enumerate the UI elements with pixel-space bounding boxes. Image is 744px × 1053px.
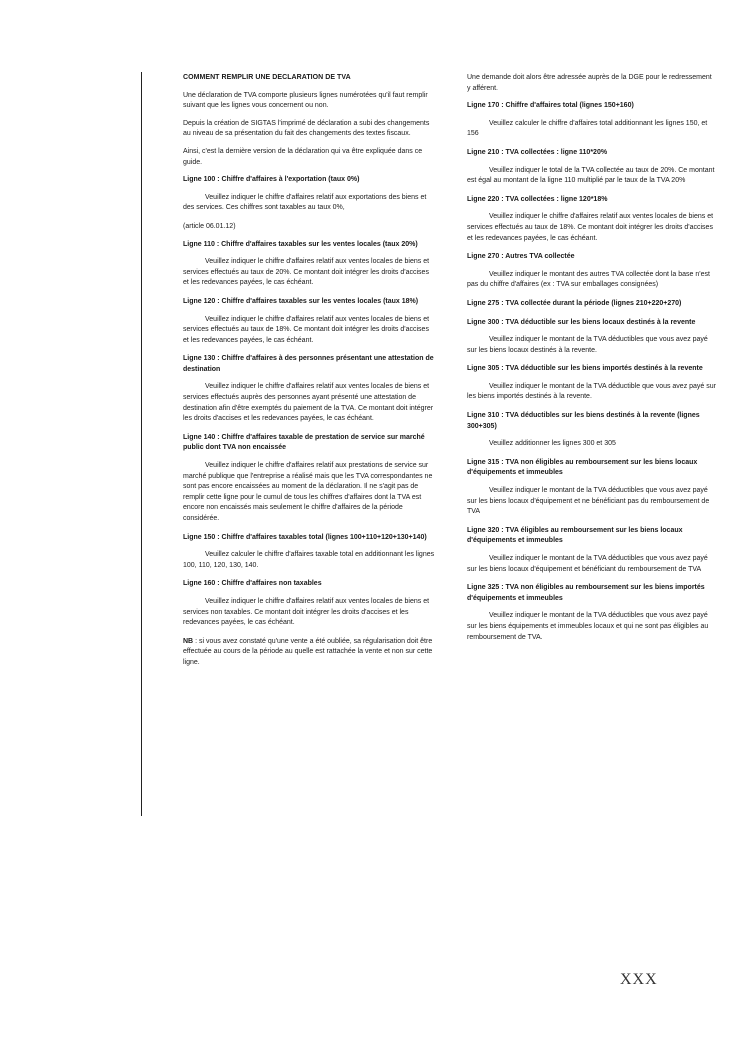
section-heading: Ligne 325 : TVA non éligibles au remboursement sur les biens importés d'équipements et immeubles <box>467 584 705 602</box>
section-ligne-270 <box>467 252 717 291</box>
section-body: Veuillez indiquer le chiffre d'affaires relatif aux ventes locales de biens et services effectués auprès des personnes ayant présenté une attestation de destination afin d'être exemptés du paiement de la TVA. Ce montant doit intégrer les droits d'accises et les redevances payées, le cas échéant. <box>183 383 434 423</box>
section-ligne-150 <box>183 533 436 572</box>
section-body: Veuillez additionner les lignes 300 et 305 <box>489 440 616 448</box>
section-ligne-110 <box>183 240 436 289</box>
section-ligne-100 <box>183 175 436 214</box>
section-ligne-325 <box>467 583 717 643</box>
section-body: Veuillez indiquer le montant de la TVA déductible que vous avez payé sur les biens importés destinés à la revente. <box>467 382 716 401</box>
section-body: Veuillez indiquer le chiffre d'affaires relatif aux ventes locales de biens et services effectués au taux de 18%. Ce montant doit intégrer les droits d'accises et les redevances payées, le cas échéant. <box>467 213 714 242</box>
section-heading: Ligne 120 : Chiffre d'affaires taxables sur les ventes locales (taux 18%) <box>183 297 419 305</box>
nb-text: : si vous avez constaté qu'une vente a été oubliée, sa régularisation doit être effectuée au cours de la période au quelle est rattachée la vente et non sur cette ligne. <box>183 637 433 666</box>
page-footer-label: XXX <box>620 971 658 988</box>
section-heading: Ligne 305 : TVA déductible sur les biens importés destinés à la revente <box>467 365 703 373</box>
document-title: COMMENT REMPLIR UNE DECLARATION DE TVA <box>183 74 351 81</box>
section-ligne-220 <box>467 195 717 244</box>
section-ligne-305 <box>467 364 717 403</box>
section-heading: Ligne 160 : Chiffre d'affaires non taxables <box>183 580 322 588</box>
section-body: Veuillez indiquer le chiffre d'affaires relatif aux prestations de service sur marché publique que l'entreprise a réalisé mais que les TVA correspondantes ne sont pas encore encaissées au moment de la déclaration. Il ne s'agit pas de remplir cette ligne pour le cumul de tous les chiffres d'affaires dont la TVA est encore non encaissés mais seulement le chiffre d'affaires de la période considérée. <box>183 462 433 522</box>
section-heading: Ligne 210 : TVA collectées : ligne 110*20% <box>467 148 608 156</box>
section-body: Veuillez indiquer le montant de la TVA déductibles que vous avez payé sur les biens locaux d'équipement et ne bénéficiant pas du remboursement de TVA <box>467 487 710 516</box>
section-body: Veuillez indiquer le chiffre d'affaires relatif aux ventes locales de biens et services effectués au taux de 20%. Ce montant doit intégrer les droits d'accises et les redevances payées, le cas échéant. <box>183 258 430 287</box>
section-body: Veuillez indiquer le montant de la TVA déductibles que vous avez payé sur les biens locaux destinés à la revente. <box>467 336 708 354</box>
section-ligne-120 <box>183 297 436 346</box>
section-heading: Ligne 130 : Chiffre d'affaires à des personnes présentant une attestation de destination <box>183 355 434 373</box>
section-heading: Ligne 320 : TVA éligibles au remboursement sur les biens locaux d'équipements et immeubles <box>467 526 683 545</box>
section-ligne-210 <box>467 148 717 187</box>
section-heading: Ligne 110 : Chiffre d'affaires taxables sur les ventes locales (taux 20%) <box>183 240 418 248</box>
section-body: Veuillez calculer le chiffre d'affaires total additionnant les lignes 150, et 156 <box>467 119 708 138</box>
section-ligne-170 <box>467 101 717 140</box>
section-heading: Ligne 150 : Chiffre d'affaires taxables total (lignes 100+110+120+130+140) <box>183 533 427 541</box>
left-column <box>183 73 436 676</box>
article-reference: (article 06.01.12) <box>183 222 236 230</box>
section-ligne-160 <box>183 579 436 628</box>
section-ligne-130 <box>183 354 436 425</box>
right-column <box>467 73 717 651</box>
intro-paragraph: Une déclaration de TVA comporte plusieurs lignes numérotées qu'il faut remplir suivant que les lignes vous concernent ou non. <box>183 91 428 110</box>
section-ligne-310 <box>467 411 717 450</box>
intro-paragraph: Ainsi, c'est la dernière version de la déclaration qui va être expliquée dans ce guide. <box>183 147 423 166</box>
section-body: Veuillez indiquer le chiffre d'affaires relatif aux ventes locales de biens et services non taxables. Ce montant doit intégrer les droits d'accises et les redevances payées, le cas échéant. <box>183 597 430 627</box>
section-heading: Ligne 270 : Autres TVA collectée <box>467 253 575 261</box>
section-body: Veuillez indiquer le montant des autres TVA collectée dont la base n'est pas du chiffre d'affaires (ex : TVA sur emballages consignées) <box>467 270 710 289</box>
section-heading: Ligne 170 : Chiffre d'affaires total (lignes 150+160) <box>467 102 634 110</box>
section-body: Veuillez indiquer le chiffre d'affaires relatif aux ventes locales de biens et services effectués au taux de 18%. Ce montant doit intégrer les droits d'accises et les redevances payées, le cas échéant. <box>183 315 430 344</box>
section-heading: Ligne 140 : Chiffre d'affaires taxable de prestation de service sur marché public dont TVA non encaissée <box>183 433 425 452</box>
section-ligne-275 <box>467 299 717 310</box>
section-body: Veuillez calculer le chiffre d'affaires taxable total en additionnant les lignes 100, 110, 120, 130, 140. <box>183 551 435 569</box>
section-body: Veuillez indiquer le montant de la TVA déductibles que vous avez payé sur les biens locaux d'équipement et bénéficiant du remboursement de TVA <box>467 555 708 573</box>
section-heading: Ligne 310 : TVA déductibles sur les biens destinés à la revente (lignes 300+305) <box>467 412 700 430</box>
section-ligne-140 <box>183 433 436 525</box>
nb-note <box>183 637 436 669</box>
continued-paragraph: Une demande doit alors être adressée auprès de la DGE pour le redressement y afférent. <box>467 74 712 92</box>
section-heading: Ligne 300 : TVA déductible sur les biens locaux destinés à la revente <box>467 318 696 326</box>
nb-label: NB <box>183 637 194 645</box>
margin-rule <box>141 72 142 816</box>
section-body: Veuillez indiquer le montant de la TVA déductibles que vous avez payé sur les biens équipements et immeubles locaux et qui ne sont pas éligibles au remboursement de TVA. <box>467 612 709 641</box>
section-ligne-315 <box>467 458 717 518</box>
section-heading: Ligne 275 : TVA collectée durant la période (lignes 210+220+270) <box>467 299 682 307</box>
intro-paragraph: Depuis la création de SIGTAS l'imprimé de déclaration a subi des changements au niveau de sa présentation du fait des changements des textes fiscaux. <box>183 119 430 138</box>
section-ligne-300 <box>467 318 717 357</box>
section-body: Veuillez indiquer le total de la TVA collectée au taux de 20%. Ce montant est égal au montant de la ligne 110 multiplié par le taux de la TVA 20% <box>467 166 715 185</box>
section-ligne-320 <box>467 526 717 575</box>
section-heading: Ligne 220 : TVA collectées : ligne 120*18% <box>467 195 608 203</box>
section-heading: Ligne 100 : Chiffre d'affaires à l'exportation (taux 0%) <box>183 176 360 184</box>
section-body: Veuillez indiquer le chiffre d'affaires relatif aux exportations des biens et des services. Ces chiffres sont taxables au taux 0%, <box>183 193 427 212</box>
section-heading: Ligne 315 : TVA non éligibles au remboursement sur les biens locaux d'équipements et immeubles <box>467 458 698 477</box>
